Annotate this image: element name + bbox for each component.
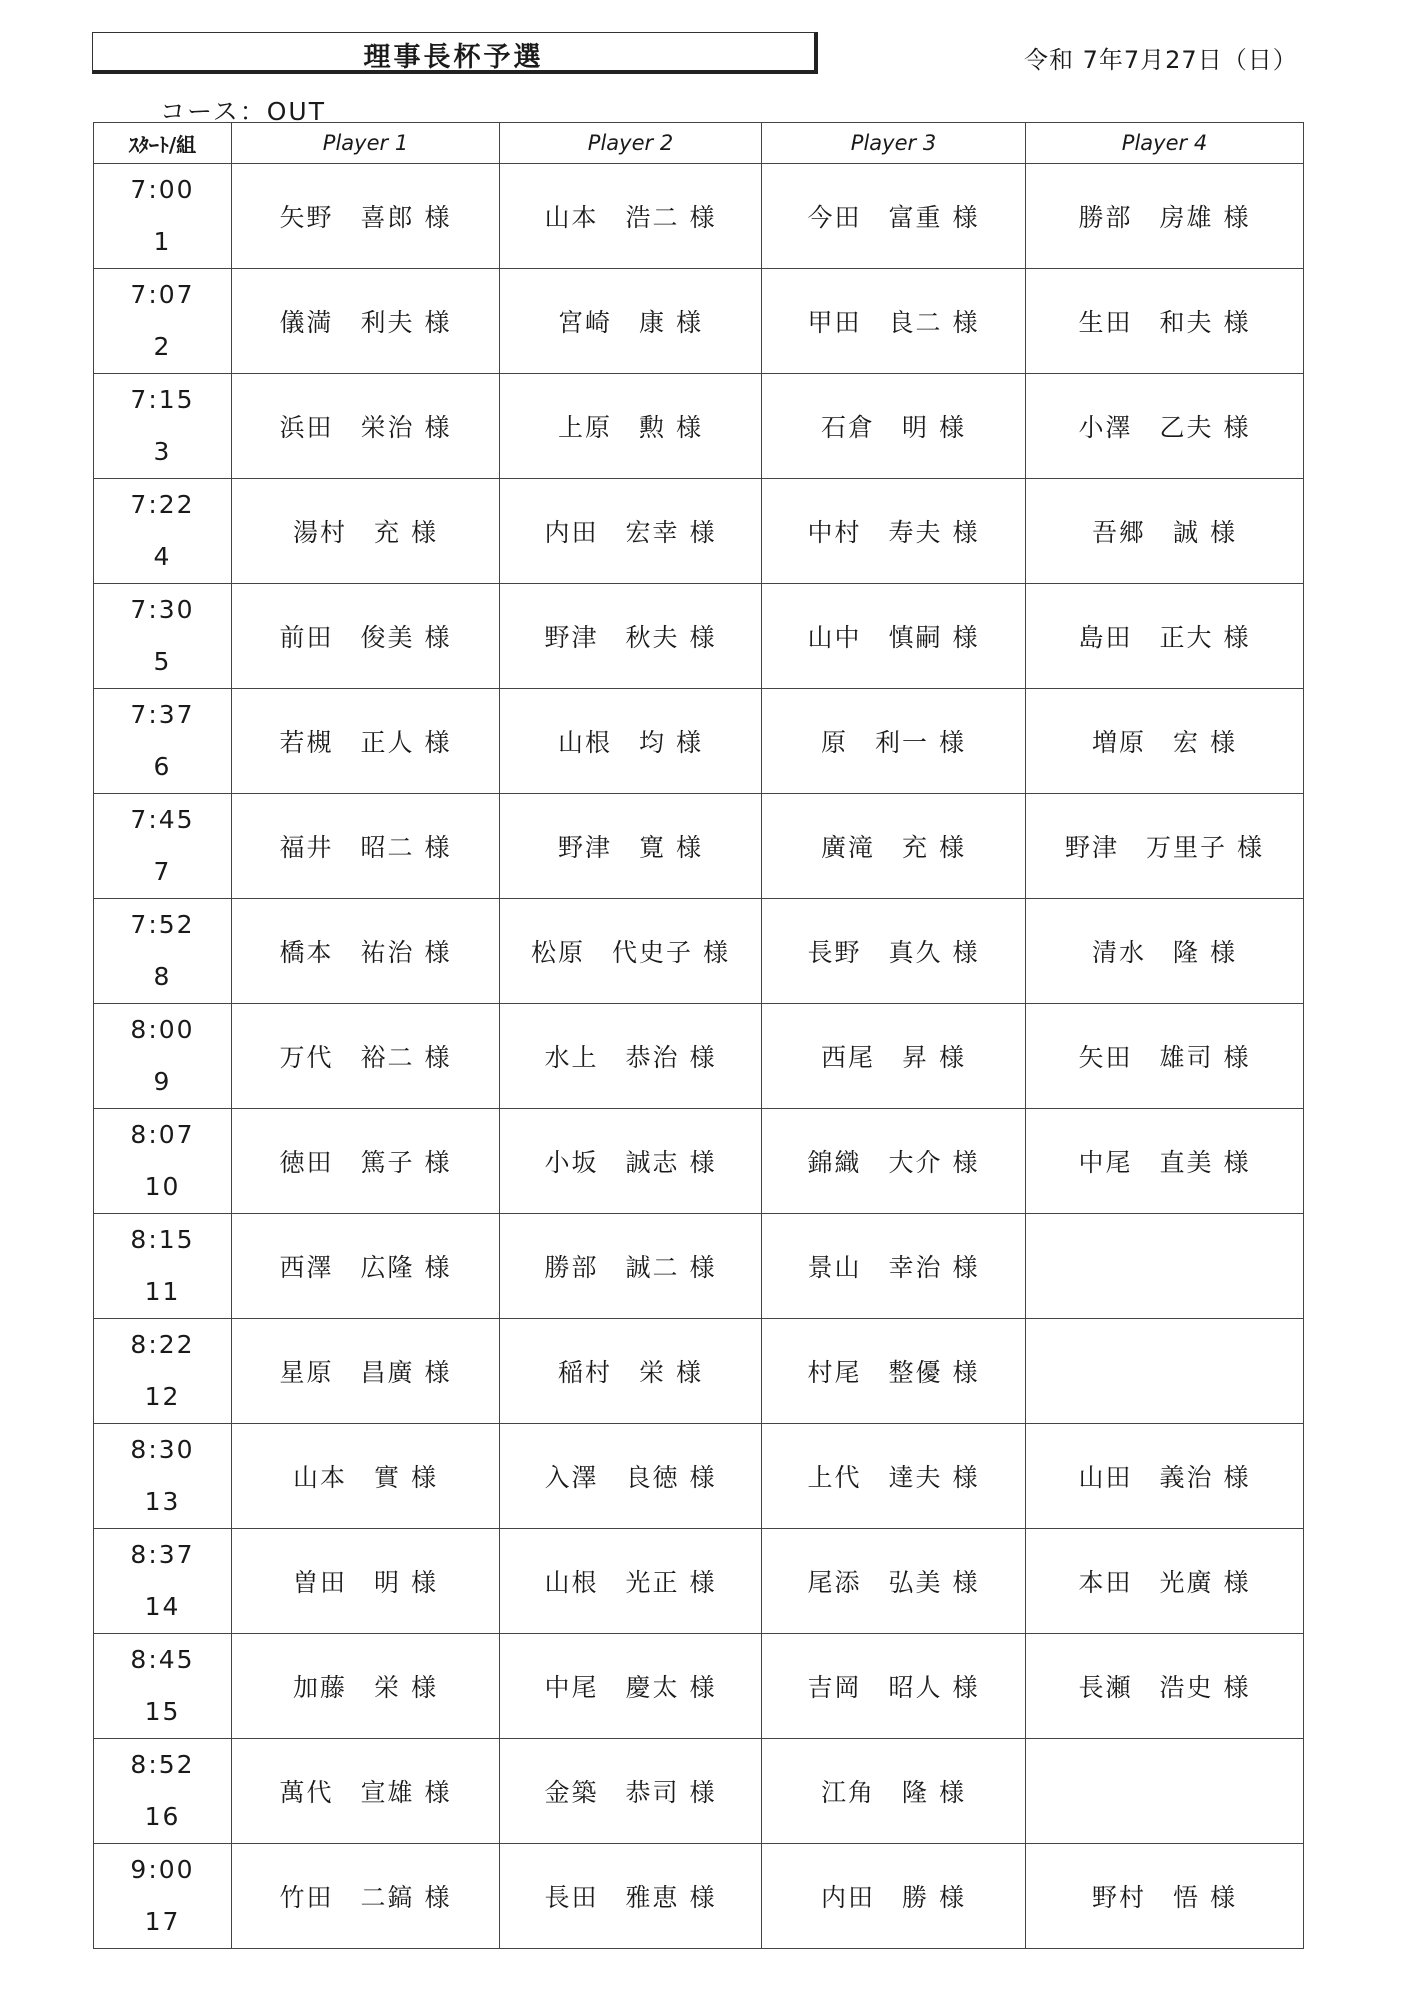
table-row <box>94 1844 1304 1949</box>
group-number: 16 <box>144 1802 181 1831</box>
start-group-cell <box>94 374 232 479</box>
player-4-cell: 吾郷 誠 様 <box>1026 479 1304 584</box>
table-row <box>94 1214 1304 1319</box>
group-number: 6 <box>153 752 172 781</box>
start-time: 8:52 <box>130 1750 195 1779</box>
player-2-cell: 山根 均 様 <box>500 689 762 794</box>
start-time: 7:00 <box>130 175 195 204</box>
column-header-start-group: ｽﾀｰﾄ/組 <box>94 123 232 164</box>
player-3-cell: 村尾 整優 様 <box>762 1319 1026 1424</box>
tee-time-table <box>93 122 1304 1949</box>
table-row <box>94 269 1304 374</box>
group-number: 12 <box>144 1382 181 1411</box>
group-number: 7 <box>153 857 172 886</box>
title-box <box>92 32 818 74</box>
start-time: 8:07 <box>130 1120 195 1149</box>
player-3-cell: 甲田 良二 様 <box>762 269 1026 374</box>
table-row <box>94 899 1304 1004</box>
course-label: コース：OUT <box>160 97 326 126</box>
start-group-cell <box>94 1004 232 1109</box>
start-group-cell <box>94 1424 232 1529</box>
player-4-cell: 生田 和夫 様 <box>1026 269 1304 374</box>
player-1-cell: 儀満 利夫 様 <box>232 269 500 374</box>
player-4-cell: 清水 隆 様 <box>1026 899 1304 1004</box>
table-row <box>94 1004 1304 1109</box>
table-row <box>94 584 1304 689</box>
table-row <box>94 479 1304 584</box>
player-2-cell: 内田 宏幸 様 <box>500 479 762 584</box>
column-header-player-1: Player 1 <box>232 123 500 164</box>
start-group-cell <box>94 1109 232 1214</box>
start-time: 8:30 <box>130 1435 195 1464</box>
player-2-cell: 山根 光正 様 <box>500 1529 762 1634</box>
start-time: 7:30 <box>130 595 195 624</box>
player-3-cell: 石倉 明 様 <box>762 374 1026 479</box>
start-group-cell <box>94 1739 232 1844</box>
player-1-cell: 西澤 広隆 様 <box>232 1214 500 1319</box>
player-2-cell: 松原 代史子 様 <box>500 899 762 1004</box>
player-3-cell: 西尾 昇 様 <box>762 1004 1026 1109</box>
start-time: 7:15 <box>130 385 195 414</box>
player-4-cell: 小澤 乙夫 様 <box>1026 374 1304 479</box>
player-1-cell: 加藤 栄 様 <box>232 1634 500 1739</box>
start-time: 8:37 <box>130 1540 195 1569</box>
player-1-cell: 徳田 篤子 様 <box>232 1109 500 1214</box>
player-3-cell: 廣滝 充 様 <box>762 794 1026 899</box>
start-time: 7:45 <box>130 805 195 834</box>
start-time: 8:00 <box>130 1015 195 1044</box>
player-1-cell: 福井 昭二 様 <box>232 794 500 899</box>
player-1-cell: 橋本 祐治 様 <box>232 899 500 1004</box>
table-header-row <box>94 123 1304 164</box>
player-4-cell: 島田 正大 様 <box>1026 584 1304 689</box>
player-3-cell: 内田 勝 様 <box>762 1844 1026 1949</box>
start-group-cell <box>94 164 232 269</box>
player-4-cell: 中尾 直美 様 <box>1026 1109 1304 1214</box>
player-4-cell: 増原 宏 様 <box>1026 689 1304 794</box>
player-2-cell: 野津 寛 様 <box>500 794 762 899</box>
column-header-player-4: Player 4 <box>1026 123 1304 164</box>
table-row <box>94 1109 1304 1214</box>
player-1-cell: 前田 俊美 様 <box>232 584 500 689</box>
player-1-cell: 曽田 明 様 <box>232 1529 500 1634</box>
player-4-cell: 本田 光廣 様 <box>1026 1529 1304 1634</box>
player-3-cell: 上代 達夫 様 <box>762 1424 1026 1529</box>
start-time: 7:22 <box>130 490 195 519</box>
start-time: 9:00 <box>130 1855 195 1884</box>
start-time: 8:15 <box>130 1225 195 1254</box>
player-1-cell: 若槻 正人 様 <box>232 689 500 794</box>
player-1-cell: 萬代 宣雄 様 <box>232 1739 500 1844</box>
start-group-cell <box>94 899 232 1004</box>
player-4-cell: 長瀬 浩史 様 <box>1026 1634 1304 1739</box>
player-3-cell: 今田 富重 様 <box>762 164 1026 269</box>
group-number: 10 <box>144 1172 181 1201</box>
group-number: 15 <box>144 1697 181 1726</box>
player-3-cell: 中村 寿夫 様 <box>762 479 1026 584</box>
start-group-cell <box>94 1319 232 1424</box>
group-number: 1 <box>153 227 172 256</box>
event-date: 令和 7年7月27日（日） <box>1024 46 1298 74</box>
group-number: 17 <box>144 1907 181 1936</box>
player-2-cell: 宮崎 康 様 <box>500 269 762 374</box>
player-2-cell: 勝部 誠二 様 <box>500 1214 762 1319</box>
player-4-cell <box>1026 1319 1304 1424</box>
player-3-cell: 江角 隆 様 <box>762 1739 1026 1844</box>
player-4-cell: 野津 万里子 様 <box>1026 794 1304 899</box>
player-2-cell: 小坂 誠志 様 <box>500 1109 762 1214</box>
table-row <box>94 1634 1304 1739</box>
player-3-cell: 山中 慎嗣 様 <box>762 584 1026 689</box>
table-row <box>94 374 1304 479</box>
group-number: 9 <box>153 1067 172 1096</box>
table-row <box>94 164 1304 269</box>
player-4-cell <box>1026 1214 1304 1319</box>
group-number: 13 <box>144 1487 181 1516</box>
start-group-cell <box>94 1214 232 1319</box>
player-4-cell: 矢田 雄司 様 <box>1026 1004 1304 1109</box>
start-time: 7:37 <box>130 700 195 729</box>
group-number: 2 <box>153 332 172 361</box>
player-2-cell: 山本 浩二 様 <box>500 164 762 269</box>
table-row <box>94 1319 1304 1424</box>
player-1-cell: 星原 昌廣 様 <box>232 1319 500 1424</box>
table-row <box>94 1739 1304 1844</box>
player-4-cell: 勝部 房雄 様 <box>1026 164 1304 269</box>
player-4-cell: 山田 義治 様 <box>1026 1424 1304 1529</box>
player-2-cell: 野津 秋夫 様 <box>500 584 762 689</box>
start-group-cell <box>94 479 232 584</box>
group-number: 8 <box>153 962 172 991</box>
player-2-cell: 金築 恭司 様 <box>500 1739 762 1844</box>
player-3-cell: 長野 真久 様 <box>762 899 1026 1004</box>
player-1-cell: 湯村 充 様 <box>232 479 500 584</box>
group-number: 5 <box>153 647 172 676</box>
player-3-cell: 吉岡 昭人 様 <box>762 1634 1026 1739</box>
player-1-cell: 矢野 喜郎 様 <box>232 164 500 269</box>
group-number: 11 <box>144 1277 181 1306</box>
player-2-cell: 稲村 栄 様 <box>500 1319 762 1424</box>
start-group-cell <box>94 584 232 689</box>
player-2-cell: 上原 勲 様 <box>500 374 762 479</box>
start-group-cell <box>94 269 232 374</box>
player-3-cell: 錦織 大介 様 <box>762 1109 1026 1214</box>
start-time: 7:07 <box>130 280 195 309</box>
table-row <box>94 1529 1304 1634</box>
player-4-cell: 野村 悟 様 <box>1026 1844 1304 1949</box>
player-1-cell: 浜田 栄治 様 <box>232 374 500 479</box>
player-1-cell: 竹田 二鎬 様 <box>232 1844 500 1949</box>
table-row <box>94 1424 1304 1529</box>
page-title: 理事長杯予選 <box>363 42 544 73</box>
start-group-cell <box>94 794 232 899</box>
player-2-cell: 水上 恭治 様 <box>500 1004 762 1109</box>
start-time: 8:45 <box>130 1645 195 1674</box>
table-body <box>94 164 1304 1949</box>
player-3-cell: 尾添 弘美 様 <box>762 1529 1026 1634</box>
player-2-cell: 中尾 慶太 様 <box>500 1634 762 1739</box>
player-1-cell: 万代 裕二 様 <box>232 1004 500 1109</box>
player-3-cell: 原 利一 様 <box>762 689 1026 794</box>
player-2-cell: 入澤 良徳 様 <box>500 1424 762 1529</box>
start-group-cell <box>94 1529 232 1634</box>
start-time: 8:22 <box>130 1330 195 1359</box>
player-3-cell: 景山 幸治 様 <box>762 1214 1026 1319</box>
column-header-player-2: Player 2 <box>500 123 762 164</box>
start-group-cell <box>94 689 232 794</box>
player-2-cell: 長田 雅恵 様 <box>500 1844 762 1949</box>
group-number: 14 <box>144 1592 181 1621</box>
group-number: 4 <box>153 542 172 571</box>
start-group-cell <box>94 1844 232 1949</box>
table-row <box>94 794 1304 899</box>
column-header-player-3: Player 3 <box>762 123 1026 164</box>
group-number: 3 <box>153 437 172 466</box>
start-group-cell <box>94 1634 232 1739</box>
start-time: 7:52 <box>130 910 195 939</box>
player-1-cell: 山本 實 様 <box>232 1424 500 1529</box>
player-4-cell <box>1026 1739 1304 1844</box>
table-row <box>94 689 1304 794</box>
